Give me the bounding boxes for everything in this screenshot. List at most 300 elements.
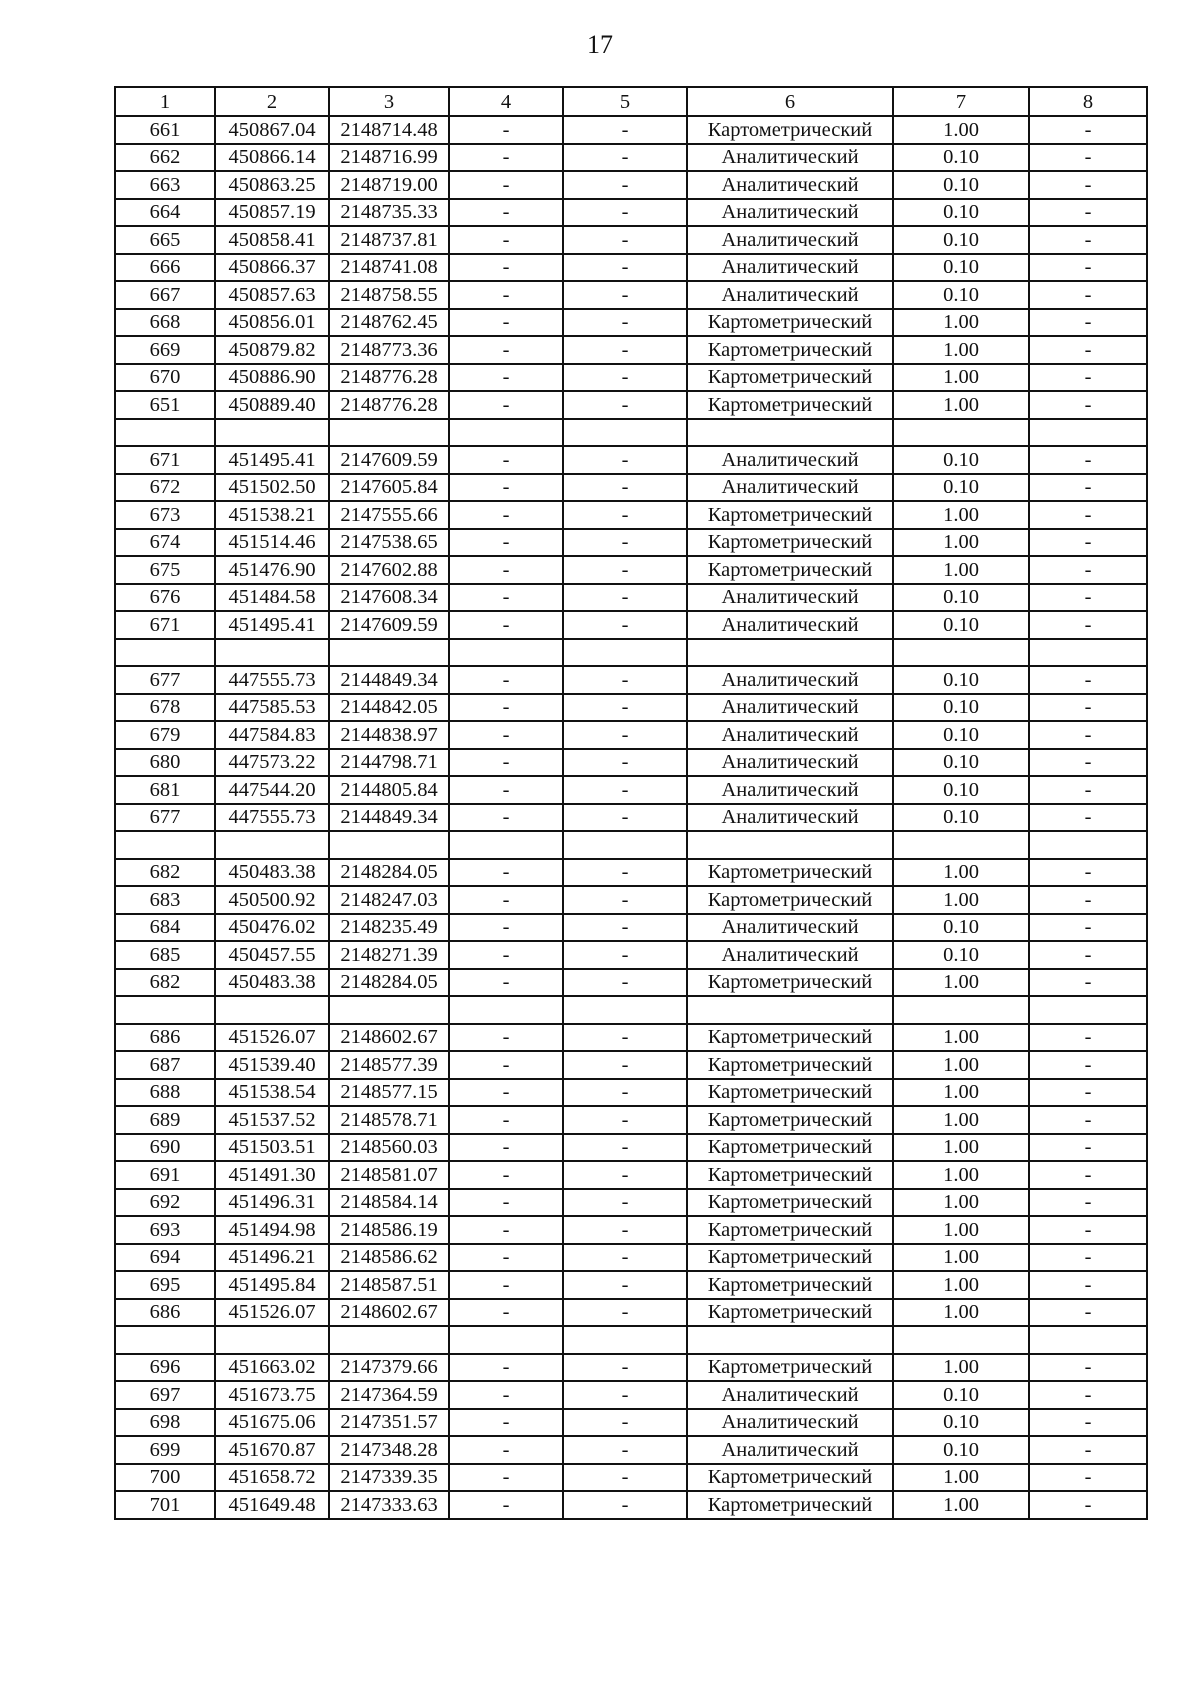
col-5-cell: - [563, 116, 687, 144]
col-4-cell [449, 419, 563, 447]
col-4-cell: - [449, 1051, 563, 1079]
col-8-cell: - [1029, 694, 1147, 722]
col-5-cell: - [563, 254, 687, 282]
x-coordinate-cell: 447555.73 [215, 666, 329, 694]
x-coordinate-cell: 450866.37 [215, 254, 329, 282]
col-5-cell: - [563, 611, 687, 639]
x-coordinate-cell: 451526.07 [215, 1299, 329, 1327]
y-coordinate-cell: 2147379.66 [329, 1354, 449, 1382]
y-coordinate-cell: 2147333.63 [329, 1491, 449, 1519]
method-cell: Картометрический [687, 859, 893, 887]
col-8-cell: - [1029, 1079, 1147, 1107]
col-5-cell: - [563, 1354, 687, 1382]
table-row [115, 749, 1147, 777]
col-4-cell: - [449, 1409, 563, 1437]
col-4-cell [449, 1326, 563, 1354]
point-number-cell: 687 [115, 1051, 215, 1079]
col-4-cell: - [449, 171, 563, 199]
col-8-cell: - [1029, 336, 1147, 364]
accuracy-cell: 0.10 [893, 171, 1029, 199]
table-row [115, 474, 1147, 502]
accuracy-cell: 0.10 [893, 254, 1029, 282]
y-coordinate-cell: 2147605.84 [329, 474, 449, 502]
col-8-cell: - [1029, 969, 1147, 997]
accuracy-cell: 0.10 [893, 914, 1029, 942]
table-row [115, 1161, 1147, 1189]
method-cell: Аналитический [687, 1409, 893, 1437]
table-row [115, 914, 1147, 942]
accuracy-cell: 1.00 [893, 364, 1029, 392]
x-coordinate-cell: 451495.41 [215, 446, 329, 474]
accuracy-cell: 0.10 [893, 474, 1029, 502]
col-8-cell [1029, 639, 1147, 667]
method-cell: Картометрический [687, 1134, 893, 1162]
column-header-5: 5 [563, 87, 687, 116]
method-cell: Аналитический [687, 666, 893, 694]
x-coordinate-cell: 451537.52 [215, 1106, 329, 1134]
point-number-cell: 685 [115, 941, 215, 969]
point-number-cell: 677 [115, 804, 215, 832]
x-coordinate-cell: 451491.30 [215, 1161, 329, 1189]
y-coordinate-cell: 2147555.66 [329, 501, 449, 529]
accuracy-cell: 1.00 [893, 1271, 1029, 1299]
table-row [115, 1436, 1147, 1464]
col-5-cell: - [563, 1299, 687, 1327]
point-number-cell: 674 [115, 529, 215, 557]
table-row [115, 776, 1147, 804]
point-number-cell: 664 [115, 199, 215, 227]
x-coordinate-cell [215, 1326, 329, 1354]
col-4-cell: - [449, 941, 563, 969]
accuracy-cell: 1.00 [893, 1134, 1029, 1162]
col-5-cell: - [563, 1106, 687, 1134]
accuracy-cell: 1.00 [893, 116, 1029, 144]
point-number-cell: 676 [115, 584, 215, 612]
point-number-cell: 699 [115, 1436, 215, 1464]
col-4-cell: - [449, 144, 563, 172]
x-coordinate-cell: 451673.75 [215, 1381, 329, 1409]
x-coordinate-cell: 450857.19 [215, 199, 329, 227]
table-header [115, 87, 1147, 116]
col-5-cell: - [563, 1244, 687, 1272]
method-cell: Картометрический [687, 1491, 893, 1519]
table-row [115, 281, 1147, 309]
col-8-cell: - [1029, 171, 1147, 199]
method-cell: Картометрический [687, 1106, 893, 1134]
table-row [115, 226, 1147, 254]
y-coordinate-cell: 2148584.14 [329, 1189, 449, 1217]
method-cell: Аналитический [687, 749, 893, 777]
accuracy-cell: 0.10 [893, 446, 1029, 474]
col-4-cell: - [449, 226, 563, 254]
col-8-cell: - [1029, 1024, 1147, 1052]
point-number-cell: 697 [115, 1381, 215, 1409]
col-8-cell: - [1029, 281, 1147, 309]
x-coordinate-cell: 451495.41 [215, 611, 329, 639]
col-4-cell: - [449, 1079, 563, 1107]
point-number-cell: 679 [115, 721, 215, 749]
col-4-cell: - [449, 721, 563, 749]
col-5-cell: - [563, 364, 687, 392]
col-4-cell: - [449, 969, 563, 997]
separator-row [115, 419, 1147, 447]
table-row [115, 199, 1147, 227]
col-8-cell: - [1029, 914, 1147, 942]
accuracy-cell: 1.00 [893, 1189, 1029, 1217]
col-5-cell: - [563, 666, 687, 694]
x-coordinate-cell: 450483.38 [215, 859, 329, 887]
col-5-cell: - [563, 1464, 687, 1492]
col-5-cell: - [563, 886, 687, 914]
col-8-cell: - [1029, 529, 1147, 557]
point-number-cell: 665 [115, 226, 215, 254]
accuracy-cell: 0.10 [893, 804, 1029, 832]
y-coordinate-cell: 2148577.39 [329, 1051, 449, 1079]
point-number-cell: 694 [115, 1244, 215, 1272]
method-cell: Картометрический [687, 391, 893, 419]
point-number-cell: 673 [115, 501, 215, 529]
point-number-cell: 678 [115, 694, 215, 722]
separator-row [115, 831, 1147, 859]
y-coordinate-cell [329, 419, 449, 447]
point-number-cell: 662 [115, 144, 215, 172]
x-coordinate-cell: 450483.38 [215, 969, 329, 997]
col-5-cell: - [563, 446, 687, 474]
col-5-cell: - [563, 1436, 687, 1464]
col-4-cell: - [449, 1354, 563, 1382]
method-cell: Картометрический [687, 969, 893, 997]
col-4-cell: - [449, 804, 563, 832]
table-row [115, 1024, 1147, 1052]
col-5-cell: - [563, 749, 687, 777]
col-4-cell: - [449, 116, 563, 144]
col-5-cell: - [563, 309, 687, 337]
method-cell: Картометрический [687, 886, 893, 914]
x-coordinate-cell: 451503.51 [215, 1134, 329, 1162]
point-number-cell: 671 [115, 611, 215, 639]
accuracy-cell: 1.00 [893, 1354, 1029, 1382]
accuracy-cell: 1.00 [893, 886, 1029, 914]
separator-row [115, 996, 1147, 1024]
col-8-cell: - [1029, 144, 1147, 172]
method-cell: Аналитический [687, 721, 893, 749]
col-4-cell [449, 831, 563, 859]
method-cell: Аналитический [687, 144, 893, 172]
point-number-cell: 677 [115, 666, 215, 694]
table-row [115, 1381, 1147, 1409]
col-5-cell: - [563, 1491, 687, 1519]
method-cell: Картометрический [687, 501, 893, 529]
col-4-cell: - [449, 501, 563, 529]
separator-row [115, 639, 1147, 667]
y-coordinate-cell: 2148602.67 [329, 1024, 449, 1052]
col-4-cell: - [449, 1024, 563, 1052]
point-number-cell: 692 [115, 1189, 215, 1217]
col-4-cell: - [449, 1436, 563, 1464]
accuracy-cell: 0.10 [893, 776, 1029, 804]
method-cell: Аналитический [687, 611, 893, 639]
x-coordinate-cell: 450889.40 [215, 391, 329, 419]
table-row [115, 1079, 1147, 1107]
col-5-cell: - [563, 1409, 687, 1437]
col-4-cell: - [449, 1271, 563, 1299]
col-5-cell: - [563, 969, 687, 997]
col-4-cell: - [449, 1464, 563, 1492]
col-8-cell: - [1029, 474, 1147, 502]
point-number-cell: 689 [115, 1106, 215, 1134]
col-8-cell: - [1029, 1381, 1147, 1409]
point-number-cell: 661 [115, 116, 215, 144]
table-body [115, 116, 1147, 1519]
y-coordinate-cell: 2148577.15 [329, 1079, 449, 1107]
col-8-cell: - [1029, 886, 1147, 914]
accuracy-cell: 0.10 [893, 1436, 1029, 1464]
point-number-cell: 682 [115, 969, 215, 997]
coordinates-table [114, 86, 1148, 1520]
table-row [115, 886, 1147, 914]
x-coordinate-cell: 451663.02 [215, 1354, 329, 1382]
method-cell [687, 419, 893, 447]
table-row [115, 309, 1147, 337]
col-4-cell: - [449, 474, 563, 502]
accuracy-cell: 0.10 [893, 666, 1029, 694]
x-coordinate-cell: 451670.87 [215, 1436, 329, 1464]
accuracy-cell: 1.00 [893, 969, 1029, 997]
point-number-cell [115, 831, 215, 859]
method-cell: Картометрический [687, 336, 893, 364]
table-row [115, 859, 1147, 887]
y-coordinate-cell: 2144849.34 [329, 804, 449, 832]
method-cell: Картометрический [687, 1464, 893, 1492]
table-row [115, 666, 1147, 694]
method-cell: Картометрический [687, 1024, 893, 1052]
accuracy-cell: 1.00 [893, 1079, 1029, 1107]
method-cell [687, 996, 893, 1024]
col-8-cell: - [1029, 199, 1147, 227]
table-row [115, 556, 1147, 584]
col-5-cell [563, 639, 687, 667]
method-cell: Аналитический [687, 804, 893, 832]
accuracy-cell: 0.10 [893, 199, 1029, 227]
y-coordinate-cell: 2148247.03 [329, 886, 449, 914]
method-cell: Аналитический [687, 941, 893, 969]
col-8-cell: - [1029, 556, 1147, 584]
point-number-cell: 696 [115, 1354, 215, 1382]
x-coordinate-cell: 450457.55 [215, 941, 329, 969]
y-coordinate-cell: 2147602.88 [329, 556, 449, 584]
col-4-cell: - [449, 309, 563, 337]
y-coordinate-cell: 2148235.49 [329, 914, 449, 942]
y-coordinate-cell: 2144838.97 [329, 721, 449, 749]
col-5-cell: - [563, 859, 687, 887]
col-8-cell: - [1029, 1436, 1147, 1464]
x-coordinate-cell: 447544.20 [215, 776, 329, 804]
col-4-cell: - [449, 776, 563, 804]
x-coordinate-cell: 450866.14 [215, 144, 329, 172]
col-5-cell: - [563, 721, 687, 749]
method-cell [687, 1326, 893, 1354]
accuracy-cell: 0.10 [893, 281, 1029, 309]
method-cell: Аналитический [687, 694, 893, 722]
col-8-cell [1029, 996, 1147, 1024]
method-cell: Картометрический [687, 364, 893, 392]
col-8-cell: - [1029, 309, 1147, 337]
x-coordinate-cell: 450879.82 [215, 336, 329, 364]
point-number-cell: 670 [115, 364, 215, 392]
accuracy-cell: 1.00 [893, 1024, 1029, 1052]
col-8-cell [1029, 831, 1147, 859]
method-cell: Аналитический [687, 254, 893, 282]
col-4-cell: - [449, 886, 563, 914]
col-5-cell: - [563, 941, 687, 969]
method-cell: Аналитический [687, 776, 893, 804]
col-5-cell: - [563, 529, 687, 557]
y-coordinate-cell: 2144798.71 [329, 749, 449, 777]
method-cell: Аналитический [687, 474, 893, 502]
accuracy-cell: 1.00 [893, 501, 1029, 529]
table-row [115, 144, 1147, 172]
col-8-cell: - [1029, 364, 1147, 392]
y-coordinate-cell: 2147339.35 [329, 1464, 449, 1492]
table-row [115, 804, 1147, 832]
col-5-cell: - [563, 584, 687, 612]
column-header-4: 4 [449, 87, 563, 116]
col-4-cell: - [449, 446, 563, 474]
x-coordinate-cell: 450886.90 [215, 364, 329, 392]
y-coordinate-cell: 2148284.05 [329, 969, 449, 997]
x-coordinate-cell: 450857.63 [215, 281, 329, 309]
accuracy-cell: 1.00 [893, 1491, 1029, 1519]
accuracy-cell: 1.00 [893, 1244, 1029, 1272]
method-cell: Картометрический [687, 1079, 893, 1107]
col-8-cell: - [1029, 1354, 1147, 1382]
col-4-cell: - [449, 254, 563, 282]
method-cell: Аналитический [687, 1436, 893, 1464]
column-header-8: 8 [1029, 87, 1147, 116]
point-number-cell: 683 [115, 886, 215, 914]
column-header-7: 7 [893, 87, 1029, 116]
col-5-cell: - [563, 1079, 687, 1107]
accuracy-cell [893, 419, 1029, 447]
col-4-cell [449, 996, 563, 1024]
col-5-cell: - [563, 171, 687, 199]
method-cell: Картометрический [687, 1189, 893, 1217]
table-row [115, 501, 1147, 529]
x-coordinate-cell [215, 831, 329, 859]
method-cell: Картометрический [687, 309, 893, 337]
accuracy-cell: 0.10 [893, 749, 1029, 777]
table-row [115, 1409, 1147, 1437]
x-coordinate-cell: 447584.83 [215, 721, 329, 749]
col-8-cell: - [1029, 1464, 1147, 1492]
table-row [115, 1189, 1147, 1217]
col-8-cell: - [1029, 1134, 1147, 1162]
accuracy-cell: 1.00 [893, 336, 1029, 364]
col-4-cell [449, 639, 563, 667]
col-4-cell: - [449, 584, 563, 612]
y-coordinate-cell: 2148758.55 [329, 281, 449, 309]
y-coordinate-cell: 2147364.59 [329, 1381, 449, 1409]
col-8-cell: - [1029, 1106, 1147, 1134]
x-coordinate-cell: 451514.46 [215, 529, 329, 557]
col-5-cell: - [563, 694, 687, 722]
table-row [115, 1299, 1147, 1327]
method-cell: Картометрический [687, 1299, 893, 1327]
x-coordinate-cell: 450863.25 [215, 171, 329, 199]
col-4-cell: - [449, 859, 563, 887]
accuracy-cell: 0.10 [893, 694, 1029, 722]
col-5-cell: - [563, 1134, 687, 1162]
accuracy-cell: 1.00 [893, 859, 1029, 887]
col-8-cell: - [1029, 254, 1147, 282]
col-4-cell: - [449, 1299, 563, 1327]
y-coordinate-cell: 2148284.05 [329, 859, 449, 887]
y-coordinate-cell [329, 639, 449, 667]
point-number-cell [115, 1326, 215, 1354]
y-coordinate-cell: 2147348.28 [329, 1436, 449, 1464]
method-cell: Аналитический [687, 1381, 893, 1409]
accuracy-cell: 1.00 [893, 529, 1029, 557]
point-number-cell: 669 [115, 336, 215, 364]
col-5-cell: - [563, 474, 687, 502]
x-coordinate-cell [215, 639, 329, 667]
y-coordinate-cell: 2148586.19 [329, 1216, 449, 1244]
col-4-cell: - [449, 336, 563, 364]
y-coordinate-cell [329, 996, 449, 1024]
x-coordinate-cell [215, 996, 329, 1024]
y-coordinate-cell: 2148587.51 [329, 1271, 449, 1299]
col-4-cell: - [449, 914, 563, 942]
point-number-cell: 688 [115, 1079, 215, 1107]
table-row [115, 941, 1147, 969]
method-cell: Картометрический [687, 556, 893, 584]
col-8-cell: - [1029, 1051, 1147, 1079]
col-8-cell: - [1029, 1409, 1147, 1437]
col-5-cell [563, 831, 687, 859]
point-number-cell: 675 [115, 556, 215, 584]
y-coordinate-cell: 2148586.62 [329, 1244, 449, 1272]
col-8-cell: - [1029, 666, 1147, 694]
table-row [115, 364, 1147, 392]
point-number-cell: 672 [115, 474, 215, 502]
x-coordinate-cell: 451658.72 [215, 1464, 329, 1492]
x-coordinate-cell: 451526.07 [215, 1024, 329, 1052]
col-5-cell [563, 419, 687, 447]
point-number-cell: 695 [115, 1271, 215, 1299]
accuracy-cell: 0.10 [893, 721, 1029, 749]
col-5-cell: - [563, 144, 687, 172]
point-number-cell: 700 [115, 1464, 215, 1492]
col-5-cell: - [563, 1381, 687, 1409]
accuracy-cell: 1.00 [893, 1051, 1029, 1079]
x-coordinate-cell: 451649.48 [215, 1491, 329, 1519]
column-header-1: 1 [115, 87, 215, 116]
column-header-6: 6 [687, 87, 893, 116]
y-coordinate-cell: 2148716.99 [329, 144, 449, 172]
point-number-cell: 693 [115, 1216, 215, 1244]
accuracy-cell: 1.00 [893, 309, 1029, 337]
col-5-cell: - [563, 1024, 687, 1052]
table-row [115, 529, 1147, 557]
x-coordinate-cell: 451538.21 [215, 501, 329, 529]
y-coordinate-cell: 2148581.07 [329, 1161, 449, 1189]
x-coordinate-cell: 451539.40 [215, 1051, 329, 1079]
col-8-cell: - [1029, 859, 1147, 887]
col-5-cell: - [563, 501, 687, 529]
separator-row [115, 1326, 1147, 1354]
point-number-cell: 671 [115, 446, 215, 474]
col-8-cell: - [1029, 776, 1147, 804]
